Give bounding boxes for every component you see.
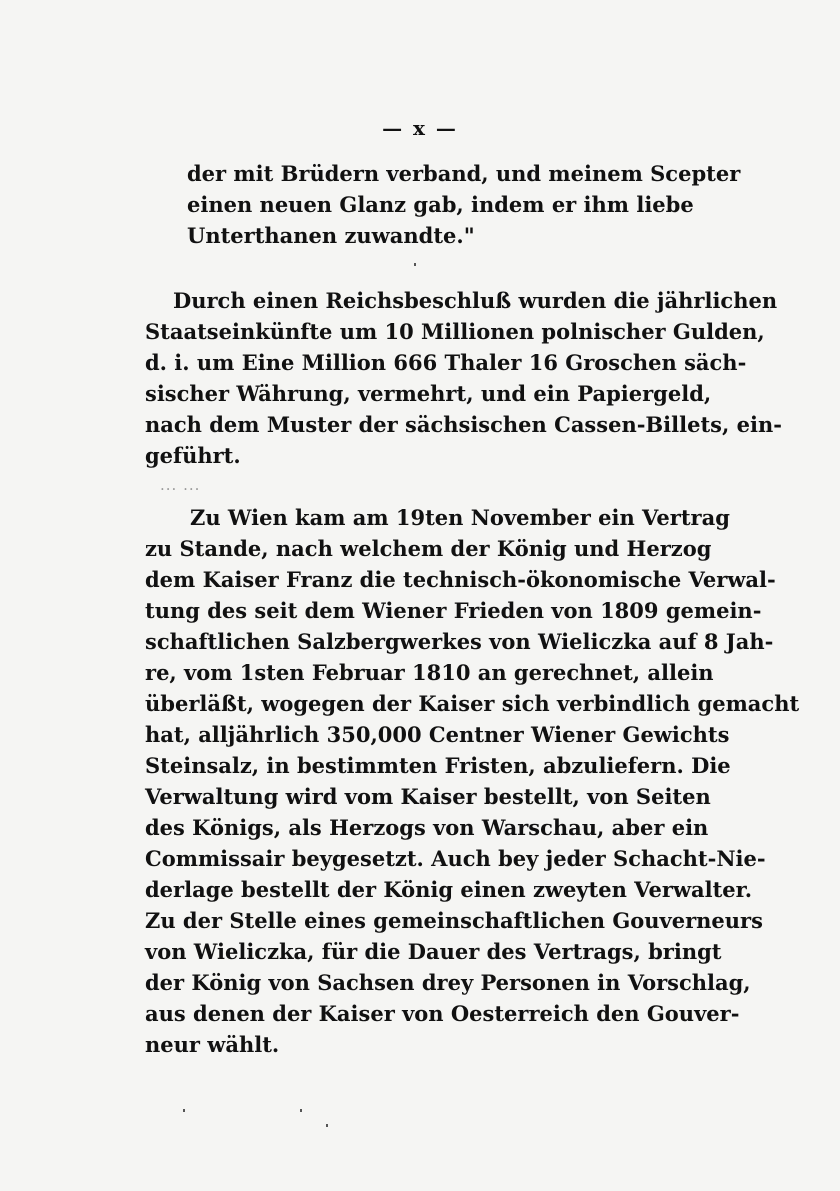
text-line: Staatseinkünfte um 10 Millionen polnischer Gulden, bbox=[145, 319, 765, 344]
text-line: von Wieliczka, für die Dauer des Vertrags, bringt bbox=[145, 939, 722, 964]
text-line: des Königs, als Herzogs von Warschau, aber ein bbox=[145, 815, 709, 840]
text-line: Steinsalz, in bestimmten Fristen, abzuliefern. Die bbox=[145, 753, 731, 778]
text-line: zu Stande, nach welchem der König und Herzog bbox=[145, 536, 712, 561]
text-line: tung des seit dem Wiener Frieden von 1809 gemein- bbox=[145, 598, 762, 623]
quote-block bbox=[187, 158, 741, 251]
page-number-header: — x — bbox=[382, 116, 458, 140]
text-line: Durch einen Reichsbeschluß wurden die jährlichen bbox=[173, 288, 778, 313]
paper-speck bbox=[414, 263, 416, 266]
text-line: re, vom 1sten Februar 1810 an gerechnet, allein bbox=[145, 660, 714, 685]
text-line: Commissair beygesetzt. Auch bey jeder Schacht-Nie- bbox=[145, 846, 766, 871]
text-line: hat, alljährlich 350,000 Centner Wiener Gewichts bbox=[145, 722, 730, 747]
paper-speck bbox=[326, 1124, 328, 1127]
paragraph-salzbergwerk-vertrag bbox=[145, 502, 800, 1060]
bleed-through-text: ... ... bbox=[160, 476, 201, 494]
text-line: Zu der Stelle eines gemeinschaftlichen Gouverneurs bbox=[145, 908, 763, 933]
text-line: dem Kaiser Franz die technisch-ökonomische Verwal- bbox=[145, 567, 776, 592]
quote-line: der mit Brüdern verband, und meinem Scepter bbox=[187, 161, 741, 186]
quote-line: Unterthanen zuwandte." bbox=[187, 223, 475, 248]
text-line: geführt. bbox=[145, 443, 241, 468]
paper-speck bbox=[300, 1109, 302, 1112]
paragraph-reichsbeschluss bbox=[145, 285, 782, 471]
text-line: der König von Sachsen drey Personen in Vorschlag, bbox=[145, 970, 751, 995]
text-line: überläßt, wogegen der Kaiser sich verbindlich gemacht bbox=[145, 691, 800, 716]
quote-line: einen neuen Glanz gab, indem er ihm liebe bbox=[187, 192, 694, 217]
text-line: neur wählt. bbox=[145, 1032, 280, 1057]
text-line: Verwaltung wird vom Kaiser bestellt, von Seiten bbox=[145, 784, 711, 809]
paper-speck bbox=[183, 1109, 185, 1112]
text-line: Zu Wien kam am 19ten November ein Vertrag bbox=[190, 505, 730, 530]
text-line: aus denen der Kaiser von Oesterreich den Gouver- bbox=[145, 1001, 740, 1026]
text-line: schaftlichen Salzbergwerkes von Wieliczka auf 8 Jah- bbox=[145, 629, 774, 654]
text-line: sischer Währung, vermehrt, und ein Papiergeld, bbox=[145, 381, 712, 406]
text-line: derlage bestellt der König einen zweyten Verwalter. bbox=[145, 877, 753, 902]
text-line: nach dem Muster der sächsischen Cassen-Billets, ein- bbox=[145, 412, 782, 437]
text-line: d. i. um Eine Million 666 Thaler 16 Groschen säch- bbox=[145, 350, 747, 375]
